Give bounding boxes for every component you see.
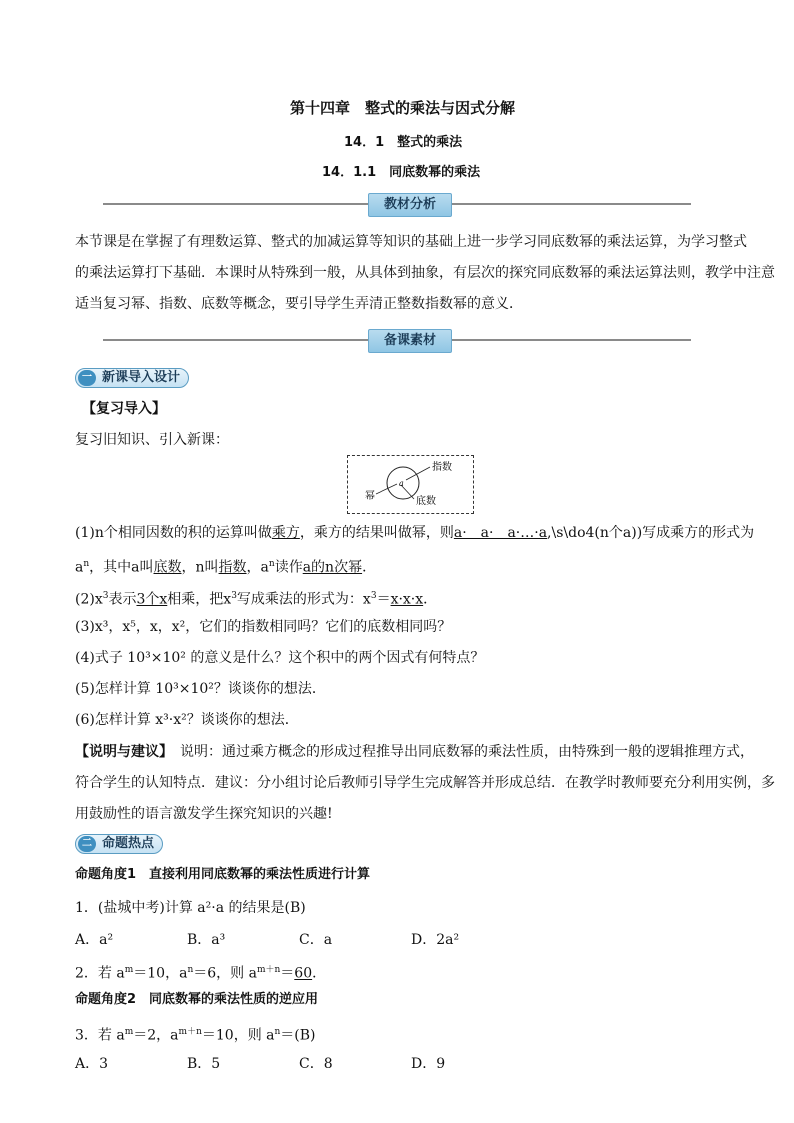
- analysis-line-2: 的乘法运算打下基础．本课时从特殊到一般，从具体到抽象，有层次的探究同底数幂的乘法运算法则，教学中注意: [75, 265, 775, 281]
- p2-answer: 60: [294, 965, 313, 982]
- p2-superscript: n: [187, 965, 194, 975]
- question-1-line-1: [75, 522, 754, 544]
- q1-text: ，n叫: [181, 559, 219, 576]
- q1-text: ，a: [246, 559, 269, 576]
- question-1-line-2: [75, 553, 376, 579]
- q1-text: ,\s\do4(n个a))写成乘方的形式为: [547, 525, 755, 541]
- banner-materials: 备课素材: [368, 329, 452, 353]
- problem-1-option-b: B．a³: [187, 932, 226, 948]
- problem-3: [75, 1021, 316, 1047]
- note-text: 说明：通过乘方概念的形成过程推导出同底数幂的乘法性质，由特殊到一般的逻辑推理方式，: [166, 744, 754, 760]
- problem-1-option-d: D．2a²: [411, 932, 460, 948]
- note-line-3: 用鼓励性的语言激发学生探究知识的兴趣!: [75, 806, 333, 822]
- q1-text: ，乘方的结果叫做幂，则: [299, 525, 454, 541]
- problem-1: 1．(盐城中考)计算 a²·a 的结果是(B): [75, 900, 306, 916]
- review-title: 【复习导入】: [82, 401, 166, 417]
- q1-answer-reading: a的n次幂: [302, 559, 363, 576]
- note-line-1: [75, 741, 754, 763]
- question-6: (6)怎样计算 x³·x²？谈谈你的想法．: [75, 712, 299, 728]
- q2-text: 写成乘法的形式为：x: [236, 591, 371, 608]
- section-tag-intro: [75, 368, 189, 388]
- section-tag-hotspots: [75, 834, 163, 854]
- q1-superscript: n: [268, 559, 275, 569]
- diagram-label-power: 幂: [365, 491, 375, 502]
- analysis-line-3: 适当复习幂、指数、底数等概念，要引导学生弄清正整数指数幂的意义．: [75, 296, 523, 312]
- note-line-2: 符合学生的认知特点．建议：分小组讨论后教师引导学生完成解答并形成总结．在教学时教师要充分利用实例，多: [75, 775, 775, 791]
- problem-3-option-b: B．5: [187, 1056, 221, 1072]
- q2-text: ．: [423, 591, 438, 608]
- p3-text: ＝2，a: [133, 1027, 179, 1044]
- p2-text: ＝6，则 a: [193, 965, 257, 982]
- q1-answer-power-op: 乘方: [271, 525, 300, 541]
- problem-1-option-a: A．a²: [75, 932, 114, 948]
- diagram-label-exponent: 指数: [432, 462, 452, 473]
- q1-text: a: [75, 559, 84, 576]
- note-label: 【说明与建议】: [75, 744, 166, 760]
- problem-3-option-d: D．9: [411, 1056, 446, 1072]
- p3-text: ＝10，则 a: [201, 1027, 275, 1044]
- p2-superscript: m: [124, 965, 134, 975]
- q1-text: 读作: [274, 559, 303, 576]
- q1-text: (1)n个相同因数的积的运算叫做: [75, 525, 272, 541]
- q2-answer: 3个x: [136, 591, 168, 608]
- q2-superscript: 3: [231, 591, 237, 601]
- q1-text: ．: [362, 559, 377, 576]
- section-label: 新课导入设计: [102, 370, 181, 385]
- q2-superscript: 3: [370, 591, 377, 601]
- p2-text: ＝: [280, 965, 295, 982]
- question-5: (5)怎样计算 10³×10²？谈谈你的想法．: [75, 681, 326, 697]
- q2-text: ＝: [376, 591, 391, 608]
- q1-answer-base: 底数: [153, 559, 182, 576]
- q2-text: 表示: [108, 591, 137, 608]
- subsection-title: 14．1.1 同底数幂的乘法: [322, 165, 481, 180]
- q1-answer-exponent: 指数: [218, 559, 247, 576]
- q1-text: ，其中a叫: [89, 559, 154, 576]
- q2-answer: x·x·x: [390, 591, 424, 608]
- section-number: 二: [78, 836, 96, 852]
- q2-superscript: 3: [102, 591, 109, 601]
- p3-superscript: m＋n: [178, 1027, 202, 1037]
- p2-superscript: m＋n: [256, 965, 281, 975]
- q1-product-expression: a· a· a·…·a: [453, 525, 548, 541]
- p3-text: ＝(B): [280, 1027, 316, 1044]
- p3-text: 3．若 a: [75, 1027, 125, 1044]
- question-4: (4)式子 10³×10² 的意义是什么？这个积中的两个因式有何特点？: [75, 650, 485, 666]
- p3-superscript: n: [274, 1027, 281, 1037]
- q2-text: 相乘，把x: [167, 591, 232, 608]
- power-diagram-svg: [348, 456, 473, 513]
- power-diagram: [347, 455, 474, 514]
- problem-3-option-a: A．3: [75, 1056, 109, 1072]
- section-number: 一: [78, 370, 96, 386]
- question-2: [75, 585, 437, 611]
- problem-2: [75, 959, 326, 985]
- q2-text: (2)x: [75, 591, 103, 608]
- chapter-title: 第十四章 整式的乘法与因式分解: [290, 99, 516, 117]
- diagram-base-symbol: a: [399, 479, 404, 488]
- question-3: (3)x³，x⁵，x，x²，它们的指数相同吗？它们的底数相同吗？: [75, 619, 452, 635]
- problem-1-option-c: C．a: [299, 932, 333, 948]
- p3-superscript: m: [124, 1027, 134, 1037]
- p2-text: ．: [312, 965, 327, 982]
- review-intro: 复习旧知识、引入新课：: [75, 432, 229, 448]
- banner-analysis: 教材分析: [368, 193, 452, 217]
- analysis-line-1: 本节课是在掌握了有理数运算、整式的加减运算等知识的基础上进一步学习同底数幂的乘法运算，为学习整式: [75, 234, 747, 250]
- p2-text: 2．若 a: [75, 965, 125, 982]
- diagram-label-base: 底数: [416, 496, 436, 507]
- section-label: 命题热点: [102, 836, 155, 851]
- angle-2-title: 命题角度2 同底数幂的乘法性质的逆应用: [75, 992, 319, 1007]
- p2-text: ＝10，a: [133, 965, 188, 982]
- problem-3-option-c: C．8: [299, 1056, 333, 1072]
- section-title: 14．1 整式的乘法: [344, 135, 463, 150]
- q1-superscript: n: [83, 559, 90, 569]
- angle-1-title: 命题角度1 直接利用同底数幂的乘法性质进行计算: [75, 867, 371, 882]
